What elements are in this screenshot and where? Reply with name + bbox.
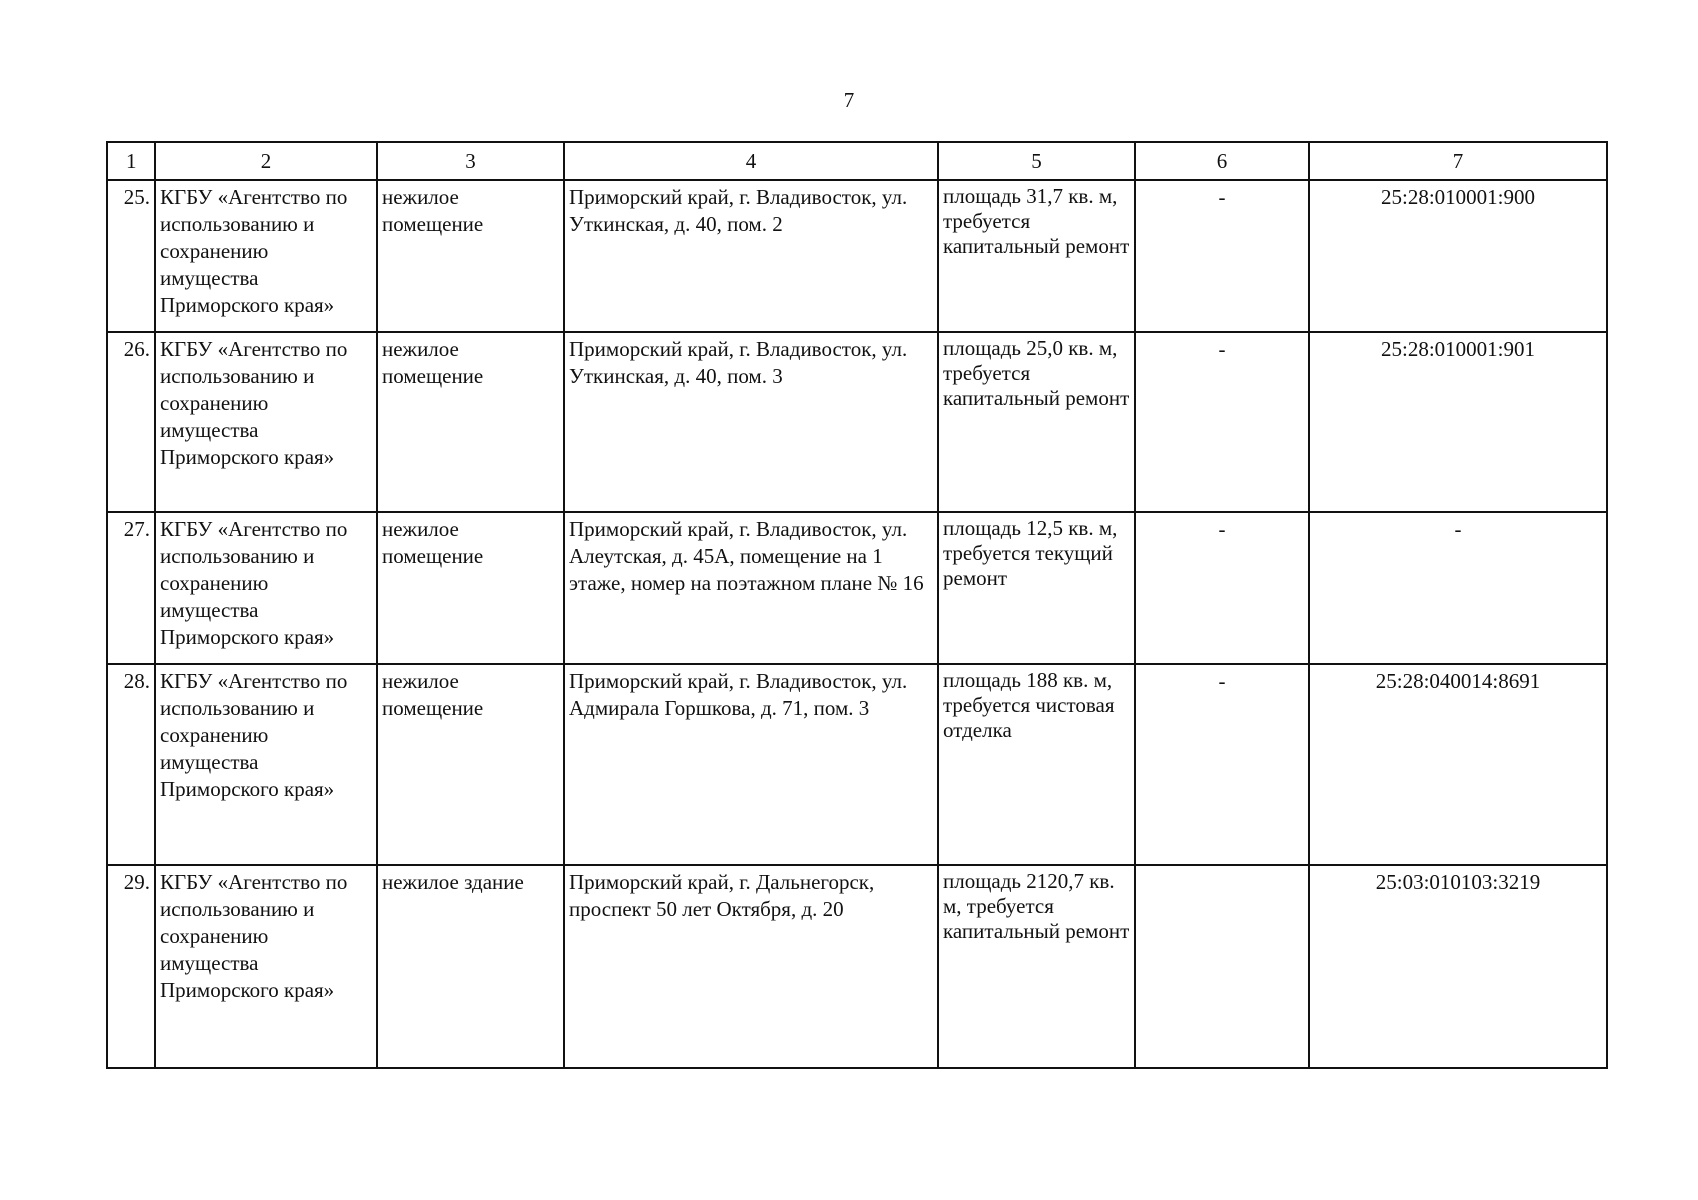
table-row xyxy=(107,664,1607,865)
holder-cell: КГБУ «Агентство по использованию и сохранению имущества Приморского края» xyxy=(155,180,377,332)
table-row xyxy=(107,512,1607,664)
column-header: 4 xyxy=(564,142,938,180)
row-number: 28. xyxy=(107,664,155,865)
table-row xyxy=(107,180,1607,332)
object-type-cell: нежилое помещение xyxy=(377,664,564,865)
cadastral-number-cell: 25:03:010103:3219 xyxy=(1309,865,1607,1068)
row-number: 27. xyxy=(107,512,155,664)
column-header: 1 xyxy=(107,142,155,180)
row-number: 29. xyxy=(107,865,155,1068)
holder-cell: КГБУ «Агентство по использованию и сохранению имущества Приморского края» xyxy=(155,865,377,1068)
object-type-cell: нежилое здание xyxy=(377,865,564,1068)
characteristics-cell: площадь 25,0 кв. м, требуется капитальный ремонт xyxy=(938,332,1135,512)
column-6-cell: - xyxy=(1135,664,1309,865)
page-number: 7 xyxy=(843,88,855,112)
column-header: 2 xyxy=(155,142,377,180)
address-cell: Приморский край, г. Дальнегорск, проспект 50 лет Октября, д. 20 xyxy=(564,865,938,1068)
cadastral-number-cell: - xyxy=(1309,512,1607,664)
table-row xyxy=(107,865,1607,1068)
address-cell: Приморский край, г. Владивосток, ул. Алеутская, д. 45А, помещение на 1 этаже, номер на поэтажном плане № 16 xyxy=(564,512,938,664)
cadastral-number-cell: 25:28:010001:901 xyxy=(1309,332,1607,512)
address-cell: Приморский край, г. Владивосток, ул. Адмирала Горшкова, д. 71, пом. 3 xyxy=(564,664,938,865)
cadastral-number-cell: 25:28:040014:8691 xyxy=(1309,664,1607,865)
table-header-row xyxy=(107,142,1607,180)
column-6-cell: - xyxy=(1135,180,1309,332)
column-header: 6 xyxy=(1135,142,1309,180)
object-type-cell: нежилое помещение xyxy=(377,332,564,512)
cadastral-number-cell: 25:28:010001:900 xyxy=(1309,180,1607,332)
column-header: 7 xyxy=(1309,142,1607,180)
characteristics-cell: площадь 188 кв. м, требуется чистовая отделка xyxy=(938,664,1135,865)
holder-cell: КГБУ «Агентство по использованию и сохранению имущества Приморского края» xyxy=(155,512,377,664)
column-6-cell: - xyxy=(1135,332,1309,512)
column-6-cell: - xyxy=(1135,512,1309,664)
address-cell: Приморский край, г. Владивосток, ул. Уткинская, д. 40, пом. 3 xyxy=(564,332,938,512)
column-header: 3 xyxy=(377,142,564,180)
characteristics-cell: площадь 12,5 кв. м, требуется текущий ремонт xyxy=(938,512,1135,664)
property-table xyxy=(106,141,1608,1069)
object-type-cell: нежилое помещение xyxy=(377,512,564,664)
column-6-cell xyxy=(1135,865,1309,1068)
holder-cell: КГБУ «Агентство по использованию и сохранению имущества Приморского края» xyxy=(155,332,377,512)
characteristics-cell: площадь 31,7 кв. м, требуется капитальный ремонт xyxy=(938,180,1135,332)
characteristics-cell: площадь 2120,7 кв. м, требуется капитальный ремонт xyxy=(938,865,1135,1068)
column-header: 5 xyxy=(938,142,1135,180)
holder-cell: КГБУ «Агентство по использованию и сохранению имущества Приморского края» xyxy=(155,664,377,865)
table-row xyxy=(107,332,1607,512)
row-number: 26. xyxy=(107,332,155,512)
row-number: 25. xyxy=(107,180,155,332)
address-cell: Приморский край, г. Владивосток, ул. Уткинская, д. 40, пом. 2 xyxy=(564,180,938,332)
object-type-cell: нежилое помещение xyxy=(377,180,564,332)
